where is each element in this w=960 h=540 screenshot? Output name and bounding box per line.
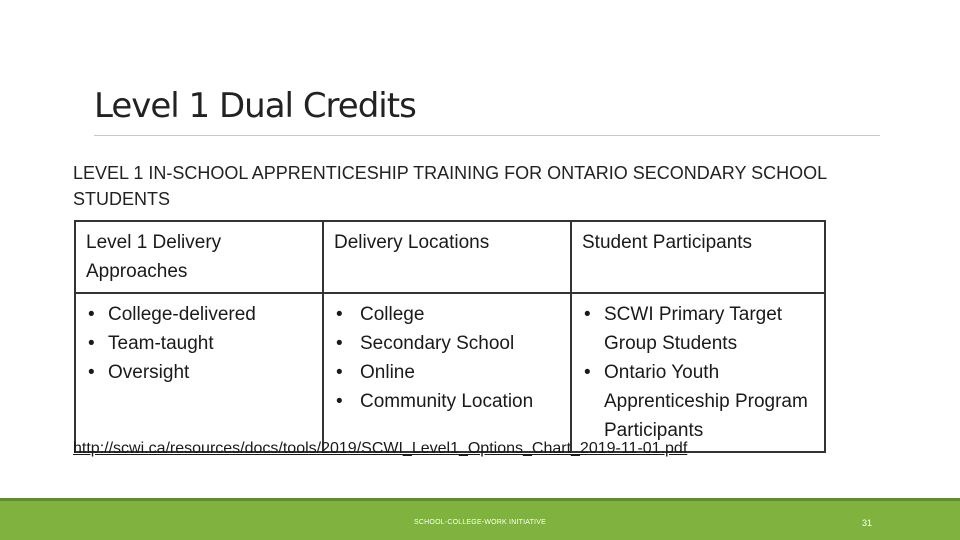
table-header-row <box>75 221 825 293</box>
list-item: • Secondary School <box>334 329 560 358</box>
slide-title: Level 1 Dual Credits <box>94 86 416 126</box>
list-item: • Ontario Youth Apprenticeship Program Participants <box>582 358 814 445</box>
header-approaches: Level 1 Delivery Approaches <box>75 221 323 293</box>
approaches-list <box>86 300 312 387</box>
list-item: • Oversight <box>86 358 312 387</box>
list-item: • SCWI Primary Target Group Students <box>582 300 814 358</box>
slide-subtitle: LEVEL 1 IN-SCHOOL APPRENTICESHIP TRAINING FOR ONTARIO SECONDARY SCHOOL STUDENTS <box>73 163 827 209</box>
title-divider <box>94 135 880 136</box>
approaches-cell <box>75 293 323 452</box>
header-participants: Student Participants <box>571 221 825 293</box>
source-link[interactable]: http://scwi.ca/resources/docs/tools/2019/SCWI_Level1_Options_Chart_2019-11-01.pdf <box>73 440 688 457</box>
locations-cell <box>323 293 571 452</box>
locations-list <box>334 300 560 416</box>
footer-accent-strip <box>0 498 960 501</box>
participants-list <box>582 300 814 445</box>
list-item: • Online <box>334 358 560 387</box>
page-number: 31 <box>862 518 873 528</box>
list-item: • College <box>334 300 560 329</box>
list-item: • College-delivered <box>86 300 312 329</box>
header-locations: Delivery Locations <box>323 221 571 293</box>
participants-cell <box>571 293 825 452</box>
options-table <box>74 220 826 453</box>
table-row <box>75 293 825 452</box>
footer-text: SCHOOL-COLLEGE-WORK INITIATIVE <box>414 519 546 526</box>
list-item: • Team-taught <box>86 329 312 358</box>
list-item: • Community Location <box>334 387 560 416</box>
